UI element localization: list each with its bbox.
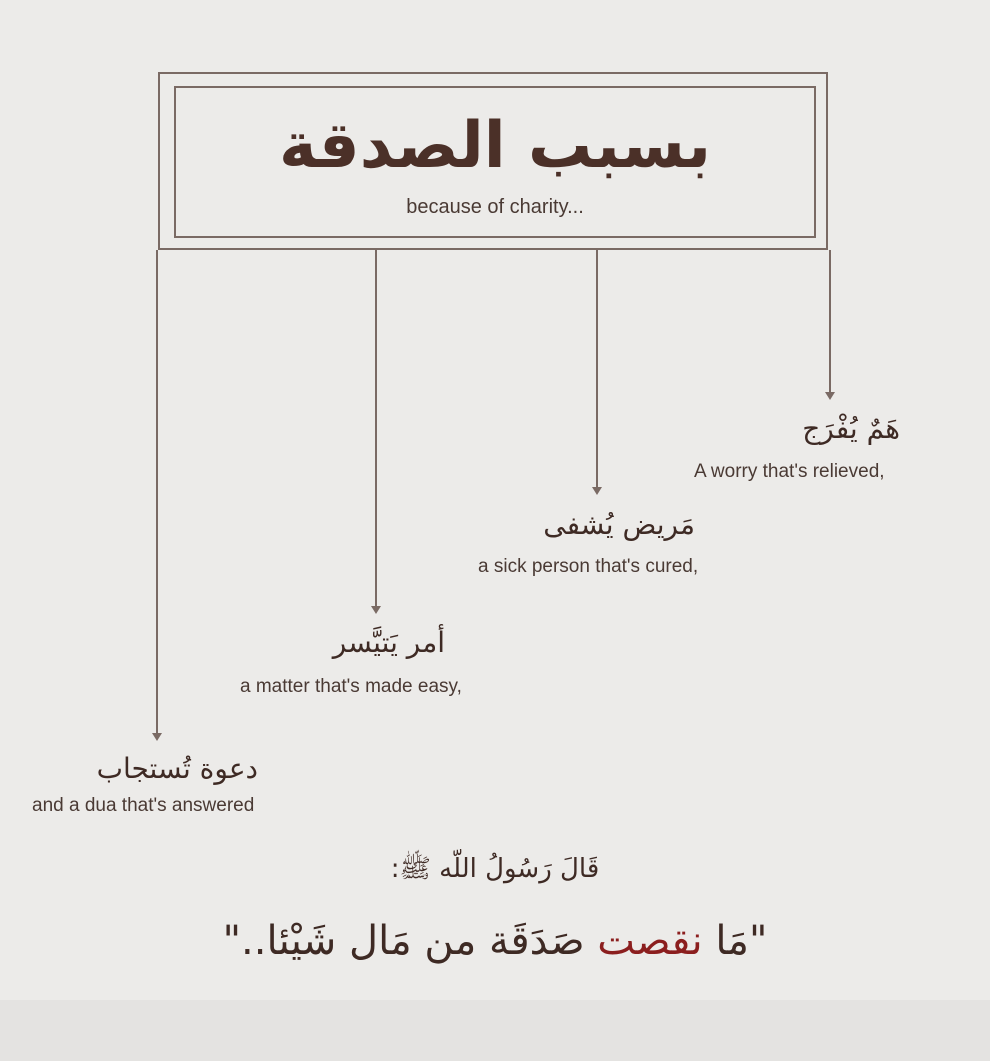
item-3-arabic: أمر يَتيَّسر — [332, 626, 445, 659]
quote-highlight-word: نقصت — [597, 918, 703, 964]
item-1-english: A worry that's relieved, — [694, 461, 885, 482]
arrowhead-4 — [152, 733, 162, 741]
quote-text-end: صَدَقَة من مَال شَيْئا.. — [241, 918, 598, 964]
hadith-quote — [0, 918, 990, 964]
item-2-arabic: مَريض يُشفى — [543, 508, 695, 541]
item-2-english: a sick person that's cured, — [478, 556, 699, 577]
hadith-intro: قَالَ رَسُولُ اللّه ﷺ: — [390, 854, 600, 884]
item-1-arabic: هَمٌ يُفْرَج — [802, 412, 900, 445]
arrowhead-1 — [825, 392, 835, 400]
arrowhead-2 — [592, 487, 602, 495]
item-3-english: a matter that's made easy, — [240, 676, 462, 697]
quote-open-mark: " — [748, 918, 768, 964]
header-title-arabic: بسبب الصدقة — [278, 109, 712, 183]
header-subtitle-english: because of charity... — [406, 196, 584, 218]
item-4-arabic: دعوة تُستجاب — [96, 752, 258, 785]
item-4-english: and a dua that's answered — [32, 795, 255, 816]
arrowhead-3 — [371, 606, 381, 614]
quote-text-start: مَا — [702, 918, 749, 964]
quote-close-mark: " — [222, 918, 242, 964]
